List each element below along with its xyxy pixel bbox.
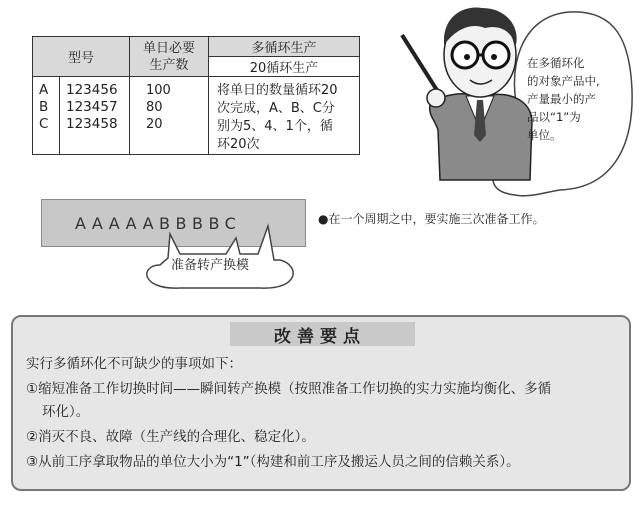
tips-title: 改善要点 bbox=[274, 327, 366, 347]
tip-item-2: ②消灭不良、故障（生产线的合理化、稳定化）。 bbox=[26, 429, 315, 445]
row-letter: C bbox=[39, 116, 49, 132]
header-multi-cycle: 多循环生产 bbox=[209, 37, 360, 57]
row-qty: 80 bbox=[146, 100, 163, 115]
bubble-line: 产量最小的产 bbox=[527, 92, 596, 106]
tip-item-1-cont: 环化）。 bbox=[42, 404, 90, 420]
sequence-note: ●在一个周期之中，要实施三次准备工作。 bbox=[318, 212, 545, 226]
plan-line: 环20次 bbox=[217, 137, 260, 152]
production-sequence: AAAAABBBBC bbox=[75, 214, 242, 233]
plan-line: 别为5、4、1个，循 bbox=[217, 119, 333, 134]
row-letter: B bbox=[39, 99, 49, 115]
bubble-right-text bbox=[527, 54, 623, 144]
row-letter: A bbox=[39, 82, 49, 98]
header-daily-qty bbox=[130, 37, 209, 77]
plan-line: 将单日的数量循环20 bbox=[217, 83, 338, 98]
plan-cell bbox=[209, 77, 360, 155]
tip-item-1: ①缩短准备工作切换时间——瞬间转产换模（按照准备工作切换的实力实施均衡化、多循 bbox=[26, 381, 552, 397]
header-model: 型号 bbox=[33, 37, 130, 77]
bubble-line: 单位。 bbox=[527, 128, 562, 142]
row-code: 123457 bbox=[66, 99, 118, 115]
header-daily-line2: 生产数 bbox=[149, 57, 189, 73]
row-qty: 100 bbox=[146, 83, 171, 98]
tip-item-3: ③从前工序拿取物品的单位大小为“1”（构建和前工序及搬运人员之间的信赖关系）。 bbox=[26, 454, 520, 470]
letters-cell bbox=[33, 77, 60, 155]
production-table bbox=[32, 36, 360, 155]
codes-cell bbox=[60, 77, 130, 155]
pointer-stick bbox=[402, 35, 440, 95]
tips-intro: 实行多循环化不可缺少的事项如下： bbox=[26, 356, 242, 372]
bubble-line: 品以“1”为 bbox=[527, 110, 581, 124]
header-twenty-cycle: 20循环生产 bbox=[209, 57, 360, 77]
bubble-line: 的对象产品中, bbox=[527, 74, 600, 88]
bubble-line: 在多循环化 bbox=[527, 56, 585, 70]
row-code: 123458 bbox=[66, 116, 118, 132]
qty-cell bbox=[130, 77, 209, 155]
header-daily-line1: 单日必要 bbox=[142, 40, 195, 56]
plan-line: 次完成，A、B、C分 bbox=[217, 101, 335, 116]
row-code: 123456 bbox=[66, 82, 118, 98]
changeover-label: 准备转产换模 bbox=[171, 258, 250, 273]
row-qty: 20 bbox=[146, 117, 163, 132]
